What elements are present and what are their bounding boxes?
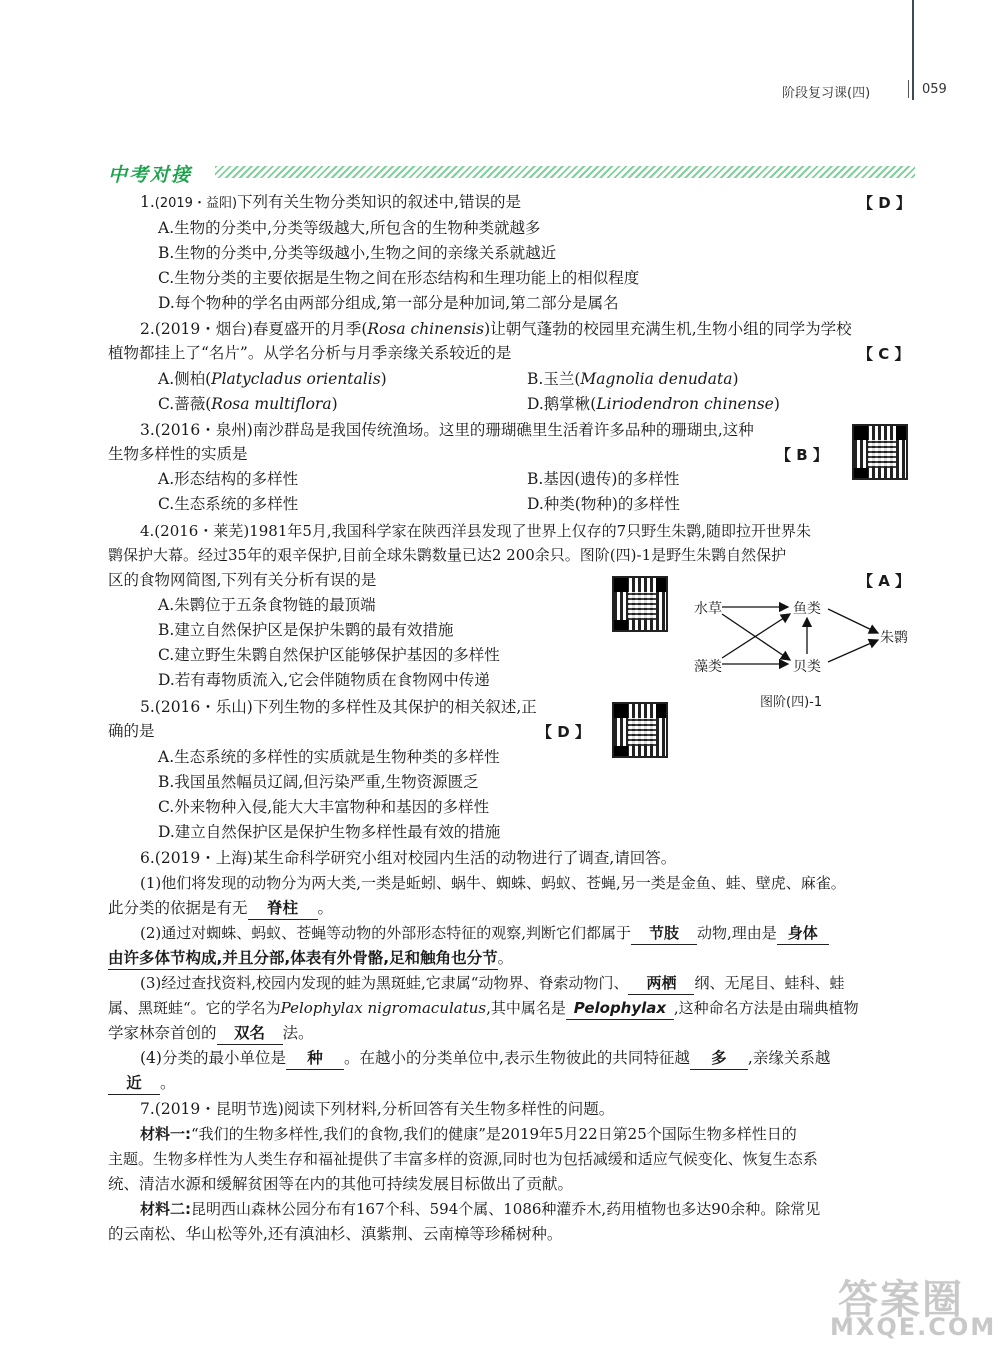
q4-option-b: B.建立自然保护区是保护朱鹮的最有效措施 — [158, 621, 454, 639]
q3-option-a: A.形态结构的多样性 — [158, 470, 299, 488]
q1-answer: 【 D 】 — [858, 194, 911, 212]
q4-option-d: D.若有毒物质流入,它会伴随物质在食物网中传递 — [158, 671, 490, 689]
q3-stem-line2: 生物多样性的实质是 — [108, 445, 248, 463]
page-number: 059 — [922, 82, 947, 97]
q6-part3-line2: 属、黑斑蛙“。它的学名为Pelophylax nigromaculatus,其中属名是 Pelophylax ,这种命名方法是由瑞典植物 — [108, 997, 859, 1020]
q3-answer: 【 B 】 — [776, 446, 828, 464]
q2-option-b: B.玉兰(Magnolia denudata) — [527, 370, 739, 388]
q6-blank-3a[interactable]: 身体 — [777, 922, 829, 945]
q6-blank-1[interactable]: 脊柱 — [248, 897, 318, 920]
q6-part4-line2: 近 。 — [108, 1072, 176, 1095]
section-title: 中考对接 — [108, 164, 193, 186]
q4-option-c: C.建立野生朱鹮自然保护区能够保护基因的多样性 — [158, 646, 500, 664]
node-zhuhuan: 朱鹮 — [880, 630, 908, 646]
q6-part1-line1: (1)他们将发现的动物分为两大类,一类是蚯蚓、蜗牛、蜘蛛、蚂蚁、苍蝇,另一类是金鱼、蛙、壁虎、麻雀。 — [140, 874, 846, 892]
q5-qr-code[interactable] — [612, 702, 668, 758]
q6-part2-line1: (2)通过对蜘蛛、蚂蚁、苍蝇等动物的外部形态特征的观察,判断它们都属于 节肢 动物,理由是 身体 — [140, 922, 829, 945]
node-yulei: 鱼类 — [793, 601, 821, 617]
q3-qr-code[interactable] — [852, 424, 908, 480]
q3-option-d: D.种类(物种)的多样性 — [527, 495, 680, 513]
node-beilei: 贝类 — [793, 659, 821, 675]
q2-stem-line1: 2.(2019・烟台)春夏盛开的月季(Rosa chinensis)让朝气蓬勃的校园里充满生机,生物小组的同学为学校 — [140, 320, 852, 338]
q6-blank-8[interactable]: 多 — [690, 1047, 748, 1070]
q7-material2-line2: 的云南松、华山松等外,还有滇油杉、滇紫荆、云南樟等珍稀树种。 — [108, 1225, 563, 1243]
q7-material1-line2: 主题。生物多样性为人类生存和福祉提供了丰富多样的资源,同时也为包括减缓和适应气候变化、恢复生态系 — [108, 1150, 818, 1168]
q1-option-d: D.每个物种的学名由两部分组成,第一部分是种加词,第二部分是属名 — [158, 294, 619, 312]
q5-option-b: B.我国虽然幅员辽阔,但污染严重,生物资源匮乏 — [158, 773, 479, 791]
node-zaolei: 藻类 — [694, 659, 722, 675]
q6-part2-line2: 由许多体节构成,并且分部,体表有外骨骼,足和触角也分节。 — [108, 947, 513, 970]
q5-option-a: A.生态系统的多样性的实质就是生物种类的多样性 — [158, 748, 500, 766]
q5-stem-line1: 5.(2016・乐山)下列生物的多样性及其保护的相关叙述,正 — [140, 698, 537, 716]
q2-option-a: A.侧柏(Platycladus orientalis) — [158, 370, 387, 388]
q4-stem-line1: 4.(2016・莱芜)1981年5月,我国科学家在陕西洋县发现了世界上仅存的7只野生朱鹮,随即拉开世界朱 — [140, 522, 811, 540]
q6-blank-2[interactable]: 节肢 — [631, 922, 697, 945]
q7-material2-line1: 材料二:昆明西山森林公园分布有167个科、594个属、1086种灌乔木,药用植物也多达90余种。除常见 — [140, 1200, 821, 1218]
q4-qr-code[interactable] — [612, 576, 668, 632]
q7-material1-line1: 材料一:“我们的生物多样性,我们的食物,我们的健康”是2019年5月22日第25个国际生物多样性日的 — [140, 1125, 797, 1143]
q5-option-d: D.建立自然保护区是保护生物多样性最有效的措施 — [158, 823, 501, 841]
q6-part3-line1: (3)经过查找资料,校园内发现的蛙为黑斑蛙,它隶属“动物界、脊索动物门、 两栖 纲、无尾目、蛙科、蛙 — [140, 972, 844, 995]
header-separator — [908, 80, 909, 98]
q6-part3-line3: 学家林奈首创的 双名 法。 — [108, 1022, 314, 1045]
q6-blank-7[interactable]: 种 — [286, 1047, 344, 1070]
q5-option-c: C.外来物种入侵,能大大丰富物种和基因的多样性 — [158, 798, 490, 816]
node-shuicao: 水草 — [694, 601, 722, 617]
q3-option-b: B.基因(遗传)的多样性 — [527, 470, 680, 488]
q6-blank-6[interactable]: 双名 — [217, 1022, 283, 1045]
header-rule — [912, 0, 914, 100]
q1-option-a: A.生物的分类中,分类等级越大,所包含的生物种类就越多 — [158, 219, 541, 237]
q3-option-c: C.生态系统的多样性 — [158, 495, 299, 513]
q6-part4-line1: (4)分类的最小单位是 种 。在越小的分类单位中,表示生物彼此的共同特征越 多 ,亲缘关系越 — [140, 1047, 830, 1070]
watermark-logo: 答案圈 — [838, 1277, 964, 1323]
q2-stem-line2: 植物都挂上了“名片”。从学名分析与月季亲缘关系较近的是 — [108, 344, 512, 362]
q2-option-c: C.蔷薇(Rosa multiflora) — [158, 395, 338, 413]
q6-blank-4[interactable]: 两栖 — [628, 972, 694, 995]
figure-caption: 图阶(四)-1 — [760, 695, 823, 710]
q6-stem: 6.(2019・上海)某生命科学研究小组对校园内生活的动物进行了调查,请回答。 — [140, 849, 677, 867]
q7-stem: 7.(2019・昆明节选)阅读下列材料,分析回答有关生物多样性的问题。 — [140, 1100, 615, 1118]
section-stripe — [215, 166, 915, 178]
q1-option-b: B.生物的分类中,分类等级越小,生物之间的亲缘关系就越近 — [158, 244, 557, 262]
q4-stem-line2: 鹮保护大幕。经过35年的艰辛保护,目前全球朱鹮数量已达2 200余只。图阶(四)-1是野生朱鹮自然保护 — [108, 546, 787, 564]
watermark-site: MXQE.COM — [830, 1313, 997, 1341]
q5-stem-line2: 确的是 — [108, 722, 155, 740]
q2-answer: 【 C 】 — [858, 345, 910, 363]
q4-stem-line3: 区的食物网简图,下列有关分析有误的是 — [108, 571, 377, 589]
q6-blank-9[interactable]: 近 — [108, 1072, 160, 1095]
q5-answer: 【 D 】 — [537, 723, 590, 741]
q4-option-a: A.朱鹮位于五条食物链的最顶端 — [158, 596, 376, 614]
q6-blank-5[interactable]: Pelophylax — [566, 997, 674, 1020]
q7-material1-line3: 统、清洁水源和缓解贫困等在内的其他可持续发展目标做出了贡献。 — [108, 1175, 574, 1193]
q1-option-c: C.生物分类的主要依据是生物之间在形态结构和生理功能上的相似程度 — [158, 269, 640, 287]
q3-stem-line1: 3.(2016・泉州)南沙群岛是我国传统渔场。这里的珊瑚礁里生活着许多品种的珊瑚虫,这种 — [140, 421, 754, 439]
arrow-beilei-to-zhuhuan — [828, 640, 878, 662]
q6-blank-3b[interactable]: 由许多体节构成,并且分部,体表有外骨骼,足和触角也分节 — [108, 947, 498, 970]
running-header-title: 阶段复习课(四) — [782, 86, 871, 101]
q1-stem: 1.(2019・益阳)下列有关生物分类知识的叙述中,错误的是 — [140, 193, 521, 211]
q4-answer: 【 A 】 — [858, 572, 911, 590]
q6-part1-line2: 此分类的依据是有无 脊柱 。 — [108, 897, 333, 920]
q2-option-d: D.鹅掌楸(Liriodendron chinense) — [527, 395, 780, 413]
arrow-yulei-to-zhuhuan — [828, 609, 878, 633]
